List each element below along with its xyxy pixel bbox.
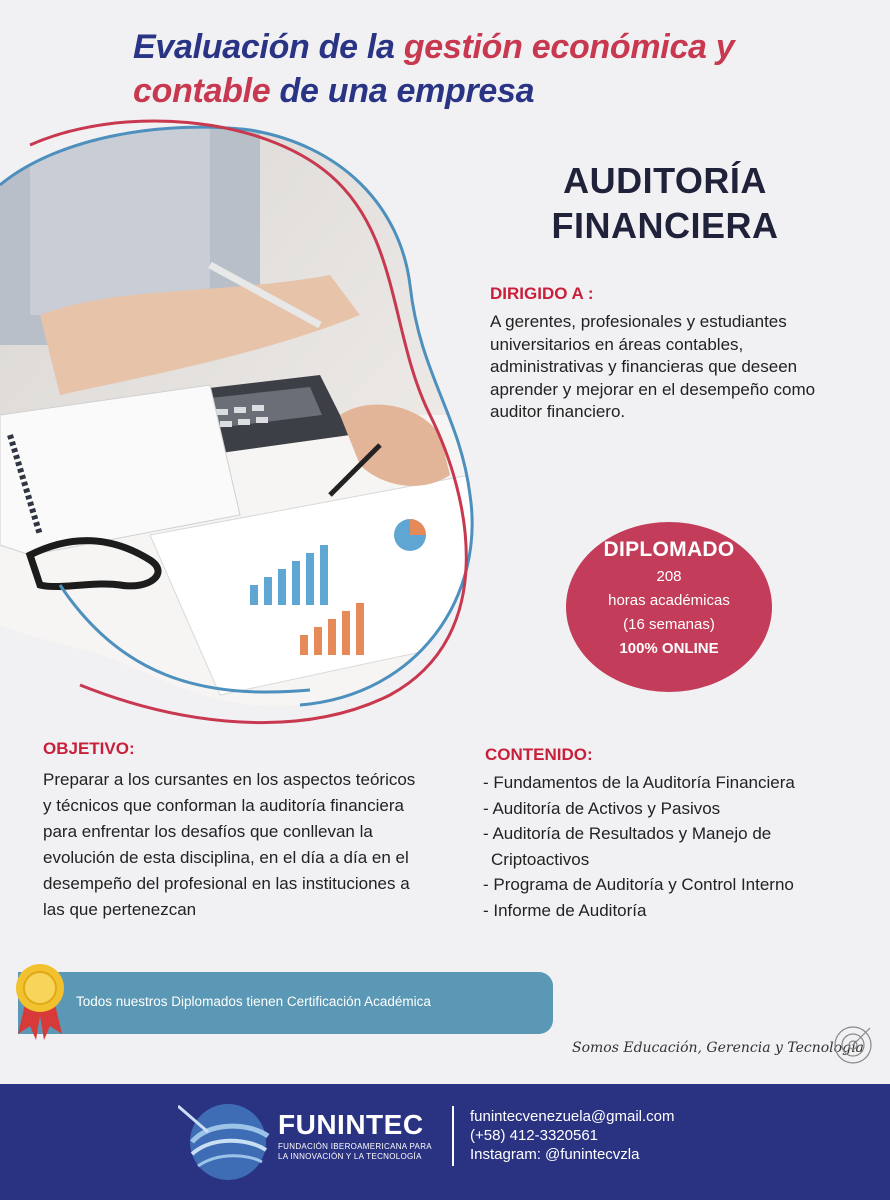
list-item: - Programa de Auditoría y Control Interno — [483, 875, 794, 894]
headline-part1: Evaluación de la — [133, 28, 404, 66]
target-icon — [832, 1024, 874, 1066]
badge-type: DIPLOMADO — [603, 538, 735, 561]
contact-email[interactable]: funintecvenezuela@gmail.com — [470, 1108, 675, 1125]
contact-instagram[interactable]: Instagram: @funintecvzla — [470, 1146, 640, 1163]
badge-mode: 100% ONLINE — [619, 640, 719, 657]
contenido-heading: CONTENIDO: — [485, 745, 593, 764]
contact-info — [470, 1107, 675, 1164]
medal-icon — [12, 962, 68, 1042]
headline-accent-2: contable — [133, 72, 271, 110]
list-item: - Informe de Auditoría — [483, 900, 647, 920]
contact-phone: (+58) 412-3320561 — [470, 1127, 599, 1144]
badge-hours: 208 — [656, 568, 682, 585]
diplomado-badge — [566, 522, 772, 692]
headline-accent-1: gestión económica y — [403, 28, 735, 66]
dirigido-text: A gerentes, profesionales y estudiantes universitarios en áreas contables, administrativas y financieras que deseen aprender y mejorar en el desempeño como auditor financiero. — [490, 312, 816, 421]
course-title — [490, 158, 840, 248]
certification-text: Todos nuestros Diplomados tienen Certificación Académica — [76, 994, 431, 1009]
objetivo-text: Preparar a los cursantes en los aspectos teóricos y técnicos que conforman la auditoría financiera para enfrentar los desafíos que conllevan la evolución de esta disciplina, en el día a día en el desempeño del profesional en las instituciones a las que pertenezcan — [43, 770, 416, 919]
footer — [0, 1084, 890, 1200]
office-photo — [0, 115, 520, 735]
objetivo-heading: OBJETIVO: — [43, 739, 135, 758]
badge-weeks: (16 semanas) — [623, 616, 715, 633]
footer-divider — [452, 1106, 454, 1166]
dirigido-heading: DIRIGIDO A : — [490, 284, 594, 303]
brand-subtitle: FUNDACIÓN IBEROAMERICANA PARA LA INNOVACIÓN Y LA TECNOLOGÍA — [278, 1142, 432, 1161]
course-title-line1: AUDITORÍA — [563, 160, 767, 201]
badge-hours-label: horas académicas — [608, 592, 730, 609]
brand-name: FUNINTEC — [278, 1109, 424, 1140]
course-title-line2: FINANCIERA — [551, 205, 779, 246]
slogan: Somos Educación, Gerencia y Tecnología — [572, 1040, 864, 1056]
list-item: - Auditoría de Resultados y Manejo de — [483, 824, 772, 843]
list-item: Criptoactivos — [491, 849, 590, 869]
list-item: - Auditoría de Activos y Pasivos — [483, 798, 721, 818]
contenido-list — [483, 770, 863, 923]
list-item: - Fundamentos de la Auditoría Financiera — [483, 773, 795, 792]
headline-part2: de una empresa — [270, 72, 535, 110]
certification-banner — [18, 972, 553, 1034]
funintec-logo-icon — [178, 1092, 278, 1188]
headline — [133, 25, 773, 113]
